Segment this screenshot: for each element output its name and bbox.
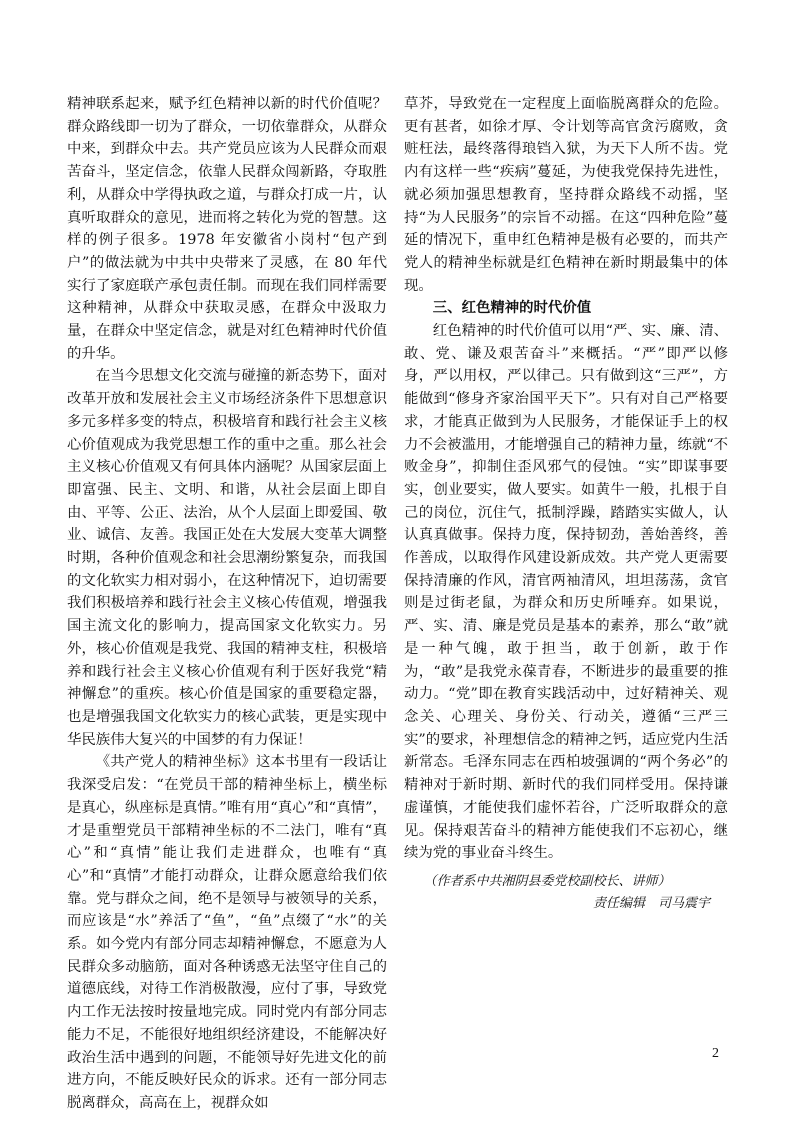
- body-paragraph: 精神联系起来，赋予红色精神以新的时代价值呢？群众路线即一切为了群众，一切依靠群众，从群众中来，到群众中去。共产党员应该为人民群众而艰苦奋斗，坚定信念，依靠人民群众闯新路，夺取胜利，从群众中学得执政之道，与群众打成一片，认真听取群众的意见，进而将之转化为党的智慧。这样的例子很多。1978 年安徽省小岗村“包产到户”的做法就为中共中央带来了灵感，在 80 年代实行了家庭联产承包责任制。而现在我们同样需要这种精神，从群众中获取灵感，在群众中汲取力量，在群众中坚定信念，就是对红色精神时代价值的升华。: [67, 96, 387, 362]
- section-heading: 三、红色精神的时代价值: [432, 300, 592, 317]
- responsible-editor: 责任编辑 司马震宇: [592, 895, 710, 911]
- body-paragraph: 草芥，导致党在一定程度上面临脱离群众的危险。更有甚者，如徐才厚、令计划等高官贪污腐败，贪赃枉法，最终落得琅铛入狱，为天下人所不齿。党内有这样一些“疾病”蔓延，为使我党保持先进性，就必须加强思想教育，坚持群众路线不动摇，坚持“为人民服务”的宗旨不动摇。在这“四种危险”蔓延的情况下，重申红色精神是极有必要的，而共产党人的精神坐标就是红色精神在新时期最集中的体现。: [404, 96, 728, 294]
- page-number: 2: [712, 1046, 719, 1061]
- right-column: [404, 93, 728, 915]
- body-paragraph: 在当今思想文化交流与碰撞的新态势下，面对改革开放和发展社会主义市场经济条件下思想意识多元多样多变的特点，积极培育和践行社会主义核心价值观成为我党思想工作的重中之重。那么社会主义核心价值观又有何具体内涵呢？从国家层面上即富强、民主、文明、和谐，从社会层面上即自由、平等、公正、法治，从个人层面上即爱国、敬业、诚信、友善。我国正处在大发展大变革大调整时期，各种价值观念和社会思潮纷繁复杂，而我国的文化软实力相对弱小，在这种情况下，迫切需要我们积极培养和践行社会主义核心传值观，增强我国主流文化的影响力，提高国家文化软实力。另外，核心价值观是我党、我国的精神支柱，积极培养和践行社会主义核心价值观有利于医好我党“精神懈怠”的重疾。核心价值是国家的重要稳定器，也是增强我国文化软实力的核心武装，更是实现中华民族伟大复兴的中国梦的有力保证！: [67, 368, 387, 748]
- author-note: （作者系中共湘阴县委党校副校长、讲师）: [423, 873, 671, 889]
- body-paragraph: 《共产党人的精神坐标》这本书里有一段话让我深受启发：“在党员干部的精神坐标上，横坐标是真心，纵座标是真情。”唯有用“真心”和“真情”，才是重塑党员干部精神坐标的不二法门，唯有“真心”和“真情”能让我们走进群众，也唯有“真心”和“真情”才能打动群众，让群众愿意给我们依靠。党与群众之间，绝不是领导与被领导的关系，而应该是“水”养活了“鱼”，“鱼”点缀了“水”的关系。如今党内有部分同志却精神懈怠，不愿意为人民群众多动脑筋，面对各种诱惑无法坚守住自己的道德底线，对待工作消极散漫，应付了事，导致党内工作无法按时按量地完成。同时党内有部分同志能力不足，不能很好地组织经济建设，不能解决好政治生活中遇到的问题，不能领导好先进文化的前进方向，不能反映好民众的诉求。还有一部分同志脱离群众，高高在上，视群众如: [67, 754, 387, 1111]
- body-paragraph: 红色精神的时代价值可以用“严、实、廉、清、敢、党、谦及艰苦奋斗”来概括。“严”即严以修身，严以用权，严以律己。只有做到这“三严”，方能做到“修身齐家治国平天下”。只有对自己严格要求，才能真正做到为人民服务，才能保证手上的权力不会被滥用，才能增强自己的精神力量，练就“不败金身”，抑制住歪风邪气的侵蚀。“实”即谋事要实，创业要实，做人要实。如黄牛一般，扎根于自己的岗位，沉住气，抵制浮躁，踏踏实实做人，认认真真做事。保持力度，保持韧劲，善始善终，善作善成，以取得作风建设新成效。共产党人更需要保持清廉的作风，清官两袖清风，坦坦荡荡，贪官则是过街老鼠，为群众和历史所唾弃。如果说，严、实、清、廉是党员是基本的素养，那么“敢”就是一种气魄，敢于担当，敢于创新，敢于作为，“敢”是我党永葆青春，不断进步的最重要的推动力。“党”即在教育实践活动中，过好精神关、观念关、心理关、身份关、行动关，遵循“三严三实”的要求，补理想信念的精神之钙，适应党内生活新常态。毛泽东同志在西柏坡强调的“两个务必”的精神对于新时期、新时代的我们同样受用。保持谦虚谨慎，才能使我们虚怀若谷，广泛听取群众的意见。保持艰苦奋斗的精神方能使我们不忘初心，继续为党的事业奋斗终生。: [404, 323, 728, 862]
- left-column: [67, 93, 387, 1115]
